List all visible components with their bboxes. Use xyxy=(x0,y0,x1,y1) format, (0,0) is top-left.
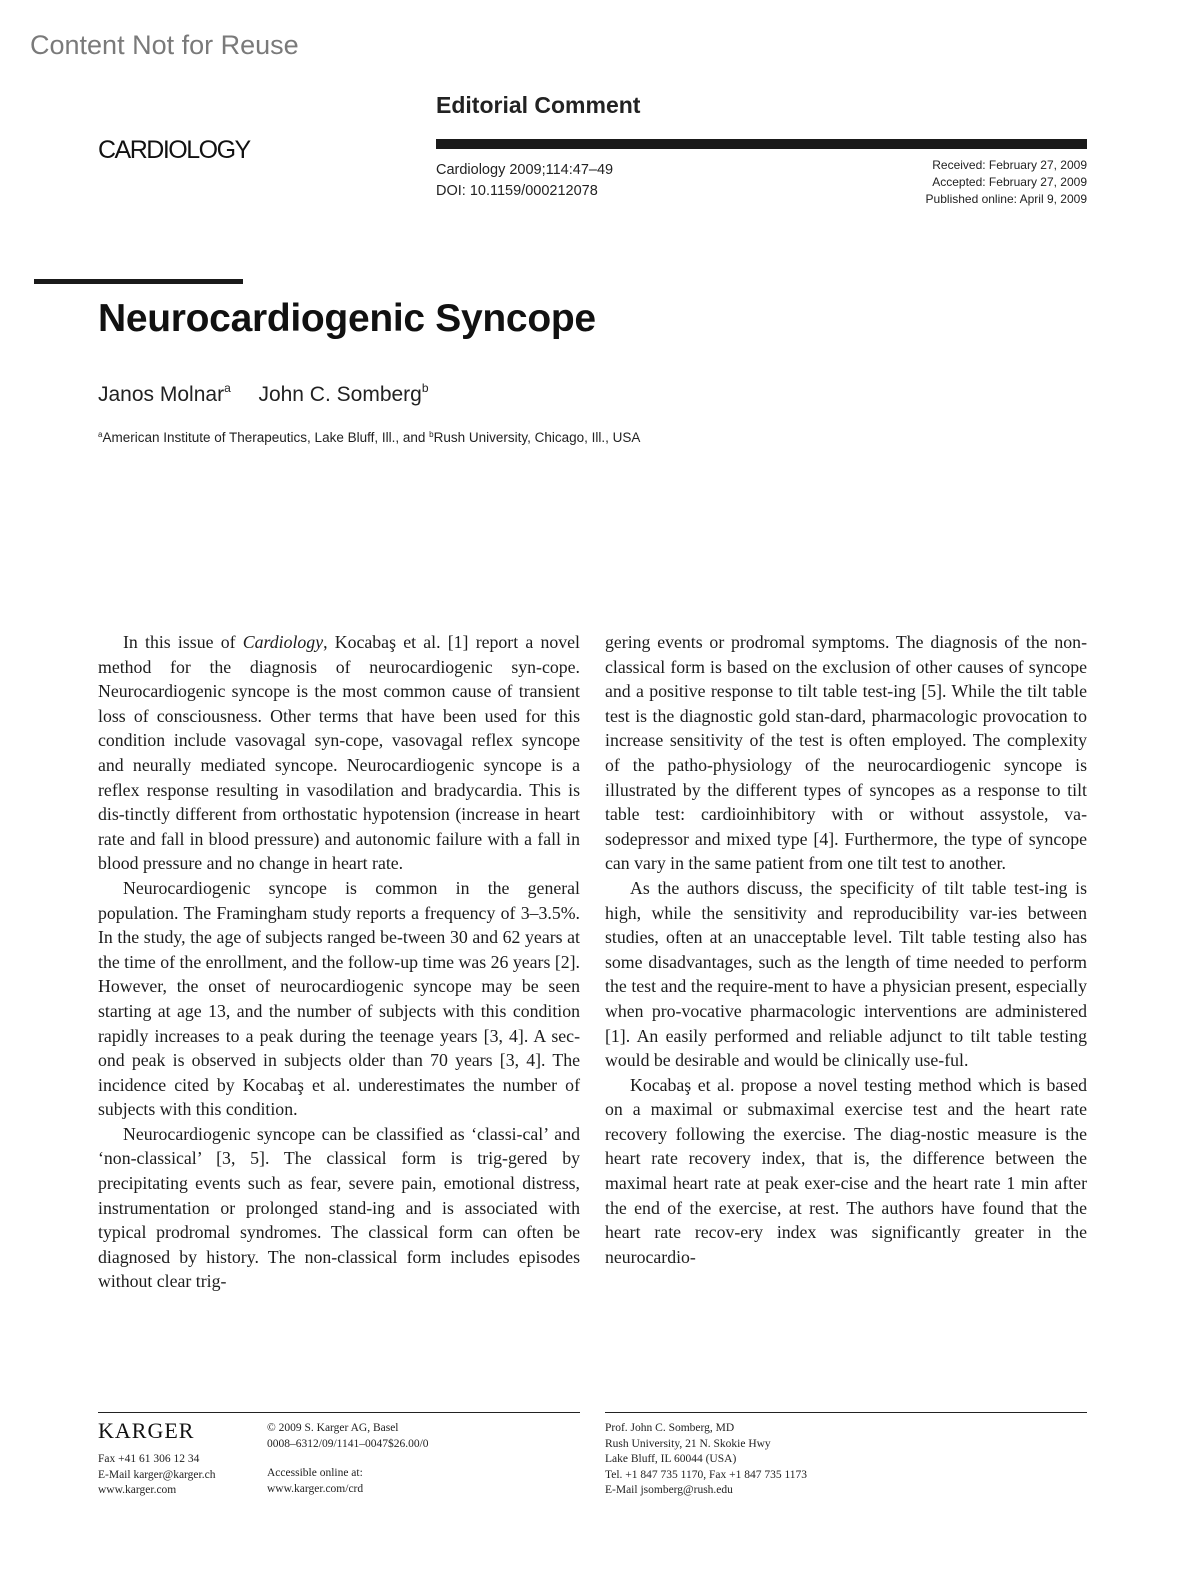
header-rule xyxy=(436,139,1087,149)
publisher-website[interactable]: www.karger.com xyxy=(98,1484,177,1496)
author-affiliation-marker: b xyxy=(421,381,429,395)
accepted-date: Accepted: February 27, 2009 xyxy=(932,175,1087,189)
correspondent-institution: Rush University, 21 N. Skokie Hwy xyxy=(605,1437,771,1450)
journal-name: Cardiology xyxy=(242,632,324,652)
affiliation-text: Rush University, Chicago, Ill., USA xyxy=(433,430,641,445)
body-paragraph: Neurocardiogenic syncope is common in the general population. The Framingham study reports a frequency of 3–3.5%. In the study, the age of subjects ranged be-tween 30 and 62 years at the time of the enrollment, and the follow-up time was 26 years [2]. However, the onset of neurocardiogenic syncope may be seen starting at age 13, and the number of subjects with this condition rapidly increases to a peak during the teenage years [3, 4]. A sec-ond peak is observed in subjects older than 70 years [3, 4]. The incidence cited by Kocabaş et al. underestimates the number of subjects with this condition. xyxy=(98,877,580,1120)
issn-code: 0008–6312/09/1141–0047$26.00/0 xyxy=(267,1437,429,1450)
correspondent-name: Prof. John C. Somberg, MD xyxy=(605,1422,735,1434)
online-access-label: Accessible online at: xyxy=(267,1467,363,1479)
footer-rule xyxy=(98,1412,580,1413)
body-paragraph xyxy=(98,630,580,876)
received-date: Received: February 27, 2009 xyxy=(932,158,1087,172)
copyright-block xyxy=(267,1421,429,1452)
author-name: Janos Molnar xyxy=(98,383,225,406)
correspondent-city: Lake Bluff, IL 60044 (USA) xyxy=(605,1453,737,1465)
author-affiliation-marker: a xyxy=(224,381,231,395)
publisher-email[interactable]: E-Mail karger@karger.ch xyxy=(98,1468,216,1481)
affiliation xyxy=(98,430,640,445)
article-dates xyxy=(880,157,1087,208)
affiliation-marker: a xyxy=(98,430,103,439)
online-access xyxy=(267,1466,363,1497)
paragraph-text: , Kocabaş et al. [1] report a novel method for the diagnosis of neurocardiogenic syn-cope. Neurocardiogenic syncope is the most common cause of transient loss of consciousness. Other terms that have been used for this condition include vasovagal syn-cope, vasovagal reflex syncope and neurally mediated syncope. Neurocardiogenic syncope is a reflex response resulting in vasodilation and bradycardia. This is dis-tinctly different from orthostatic hypotension (increase in heart rate and fall in blood pressure) and autonomic failure with a fall in blood pressure and no change in heart rate. xyxy=(98,632,580,874)
affiliation-marker: b xyxy=(429,430,434,439)
published-date: Published online: April 9, 2009 xyxy=(925,192,1087,206)
copyright-notice: © 2009 S. Karger AG, Basel xyxy=(267,1422,399,1434)
correspondence-address xyxy=(605,1421,807,1499)
article-title: Neurocardiogenic Syncope xyxy=(98,297,596,340)
journal-citation: Cardiology 2009;114:47–49 xyxy=(436,162,614,178)
author-list xyxy=(98,383,429,407)
citation-block xyxy=(436,160,613,202)
body-paragraph: As the authors discuss, the specificity of tilt table test-ing is high, while the sensitivity and reproducibility var-ies between studies, often at an unacceptable level. Tilt table testing also has some disadvantages, such as the length of time needed to perform the test and the require-ment to have a physician present, especially when pro-vocative pharmacologic interventions are administered [1]. An easily performed and reliable adjunct to tilt table testing would be desirable and would be clinically use-ful. xyxy=(605,877,1087,1071)
doi-link[interactable]: DOI: 10.1159/000212078 xyxy=(436,183,598,199)
title-rule xyxy=(34,279,243,284)
watermark: Content Not for Reuse xyxy=(30,30,299,60)
publisher-fax: Fax +41 61 306 12 34 xyxy=(98,1453,200,1465)
body-paragraph: gering events or prodromal symptoms. The diagnosis of the non-classical form is based on the exclusion of other causes of syncope and a positive response to tilt table test-ing [5]. While the tilt table test is the diagnostic gold stan-dard, pharmacologic provocation to increase sensitivity of the test is often employed. The complexity of the patho-physiology of the neurocardiogenic syncope is illustrated by the different types of syncopes as a response to tilt table test: cardioinhibitory with or without assystole, va-sodepressor and mixed type [4]. Furthermore, the type of syncope can vary in the same patient from one tilt test to another. xyxy=(605,632,1087,874)
correspondent-email[interactable]: E-Mail jsomberg@rush.edu xyxy=(605,1484,733,1496)
body-column-left xyxy=(98,630,580,1294)
online-access-url[interactable]: www.karger.com/crd xyxy=(267,1482,364,1495)
affiliation-text: American Institute of Therapeutics, Lake Bluff, Ill., and xyxy=(102,430,430,445)
section-label: Editorial Comment xyxy=(436,92,641,118)
paragraph-text: In this issue of xyxy=(123,632,243,652)
publisher-contact xyxy=(98,1452,215,1499)
publisher-logo: KARGER xyxy=(98,1418,195,1443)
author-name: John C. Somberg xyxy=(258,383,422,406)
body-paragraph: Neurocardiogenic syncope can be classified as ‘classi-cal’ and ‘non-classical’ [3, 5]. The classical form is trig-gered by precipitating events such as fear, severe pain, emotional distress, instrumentation or prolonged stand-ing and is associated with typical prodromal syndromes. The classical form can often be diagnosed by history. The non-classical form includes episodes without clear trig- xyxy=(98,1123,580,1292)
body-paragraph: Kocabaş et al. propose a novel testing method which is based on a maximal or submaximal exercise test and the heart rate recovery following the exercise. The diag-nostic measure is the heart rate recovery index, that is, the difference between the maximal heart rate at peak exer-cise and the heart rate 1 min after the end of the exercise, at rest. The authors have found that the heart rate recov-ery index was significantly greater in the neurocardio- xyxy=(605,1074,1087,1267)
body-column-right xyxy=(605,630,1087,1269)
journal-logo: CARDIOLOGY xyxy=(98,136,250,164)
correspondent-phone: Tel. +1 847 735 1170, Fax +1 847 735 1173 xyxy=(605,1468,808,1481)
footer-rule xyxy=(605,1412,1087,1413)
